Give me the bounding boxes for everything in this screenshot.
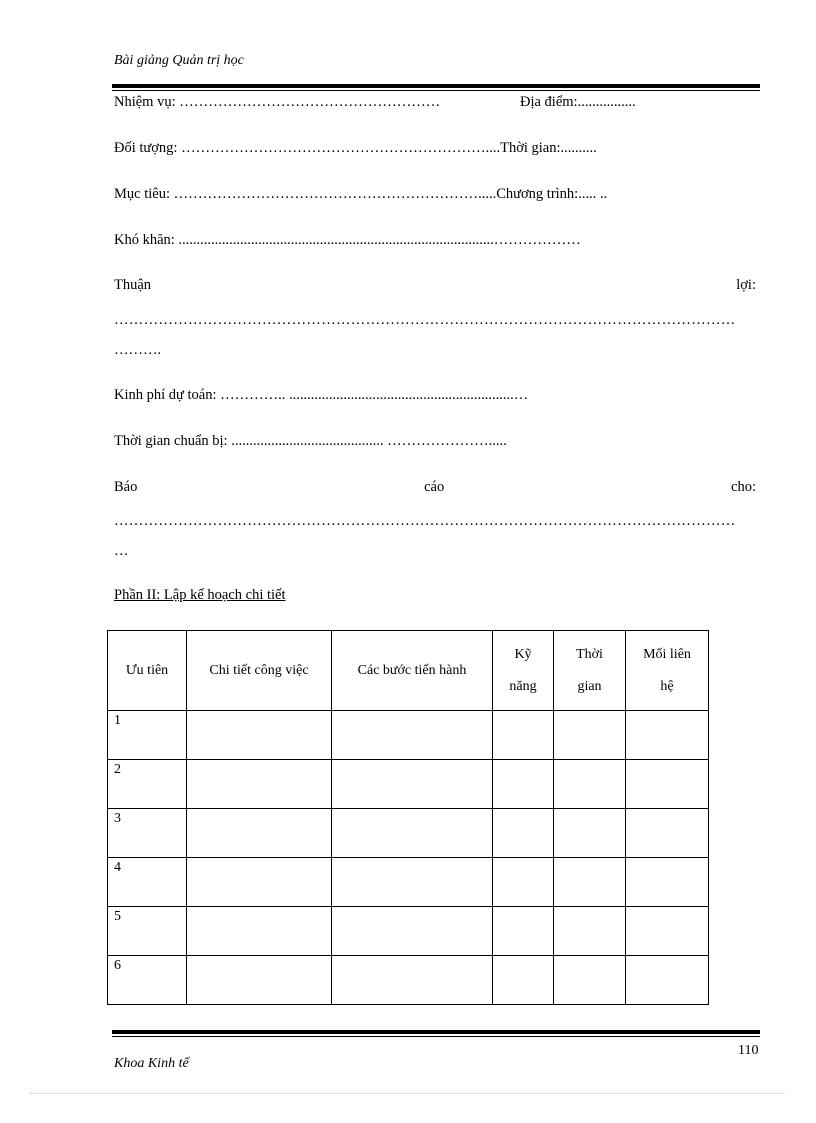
footer-rule: [112, 1030, 760, 1037]
header-cac-buoc: Các bước tiến hành: [332, 631, 493, 711]
table-cell: [187, 907, 332, 956]
table-cell: [554, 760, 626, 809]
field-dia-diem: Địa điểm:................: [520, 94, 636, 110]
header-thoi-gian-line-1: Thời: [576, 646, 603, 662]
row-priority-cell: 3: [108, 809, 187, 858]
table-cell: [493, 956, 554, 1005]
bao-cao-word-1: Báo: [114, 479, 138, 495]
table-cell: [554, 907, 626, 956]
table-cell: [187, 809, 332, 858]
table-row: [108, 760, 709, 809]
thuan-loi-dots: ………………………………………………………………………………………………………………: [114, 312, 736, 328]
table-cell: [187, 711, 332, 760]
thuan-loi-dots-2: ……….: [114, 342, 162, 358]
table-cell: [187, 760, 332, 809]
table-cell: [332, 858, 493, 907]
table-cell: [554, 858, 626, 907]
header-moi-lien-he-line-1: Mối liên: [643, 646, 691, 662]
table-row: [108, 956, 709, 1005]
table-cell: [626, 809, 709, 858]
table-cell: [626, 760, 709, 809]
table-cell: [332, 907, 493, 956]
table-row: [108, 809, 709, 858]
header-ky-nang-line-2: năng: [509, 678, 537, 694]
table-cell: [332, 711, 493, 760]
plan-table: [107, 630, 709, 1005]
table-cell: [493, 760, 554, 809]
table-cell: [493, 809, 554, 858]
table-cell: [332, 809, 493, 858]
header-ky-nang-line-1: Kỹ: [514, 646, 532, 662]
thuan-loi-label-end: lợi:: [736, 277, 756, 293]
footer-department: Khoa Kinh tế: [114, 1056, 189, 1071]
table-cell: [626, 956, 709, 1005]
bao-cao-dots-2: …: [114, 543, 129, 559]
table-cell: [187, 858, 332, 907]
page-bottom-divider: [30, 1093, 786, 1094]
field-thuan-loi: [114, 277, 756, 294]
field-kho-khan: Khó khăn: .......................................................................................………………: [114, 232, 581, 248]
table-cell: [626, 858, 709, 907]
field-nhiem-vu: Nhiệm vụ: ………………………………………………: [114, 94, 441, 110]
row-priority-cell: 6: [108, 956, 187, 1005]
header-thoi-gian-line-2: gian: [577, 678, 602, 694]
bao-cao-word-2: cáo: [424, 479, 445, 495]
field-kinh-phi: Kinh phí dự toán: ………….. ..............................................................…: [114, 387, 529, 403]
table-row: [108, 858, 709, 907]
table-row: [108, 711, 709, 760]
table-row: [108, 907, 709, 956]
header-moi-lien-he-line-2: hệ: [660, 678, 674, 694]
header-chi-tiet: Chi tiết công việc: [187, 631, 332, 711]
row-priority-cell: 2: [108, 760, 187, 809]
table-cell: [187, 956, 332, 1005]
row-priority-cell: 4: [108, 858, 187, 907]
table-cell: [493, 907, 554, 956]
section-title: Phần II: Lập kế hoạch chi tiết: [114, 587, 286, 603]
thuan-loi-label: Thuận: [114, 277, 152, 293]
field-doi-tuong: Đối tượng: ………………………………………………………....Thời gian:..........: [114, 140, 597, 156]
table-cell: [554, 711, 626, 760]
table-cell: [554, 809, 626, 858]
header-ky-nang: [493, 631, 554, 711]
table-cell: [332, 760, 493, 809]
table-cell: [626, 711, 709, 760]
field-muc-tieu: Mục tiêu: ……………………………………………………….....Chương trình:..... ..: [114, 186, 608, 202]
table-cell: [554, 956, 626, 1005]
header-uu-tien: Ưu tiên: [108, 631, 187, 711]
header-thoi-gian: [554, 631, 626, 711]
page-number: 110: [738, 1043, 759, 1058]
bao-cao-word-3: cho:: [731, 479, 756, 495]
header-moi-lien-he: [626, 631, 709, 711]
bao-cao-dots: ………………………………………………………………………………………………………………: [114, 513, 736, 529]
row-priority-cell: 1: [108, 711, 187, 760]
row-priority-cell: 5: [108, 907, 187, 956]
table-cell: [626, 907, 709, 956]
table-cell: [493, 858, 554, 907]
field-bao-cao: [114, 479, 756, 496]
header-rule: [112, 84, 760, 91]
field-thoi-gian-chuan-bi: Thời gian chuẩn bị: .......................................... ………………….....: [114, 433, 507, 449]
header-title: Bài giảng Quản trị học: [114, 53, 244, 68]
table-header-row: [108, 631, 709, 711]
table-cell: [332, 956, 493, 1005]
table-cell: [493, 711, 554, 760]
